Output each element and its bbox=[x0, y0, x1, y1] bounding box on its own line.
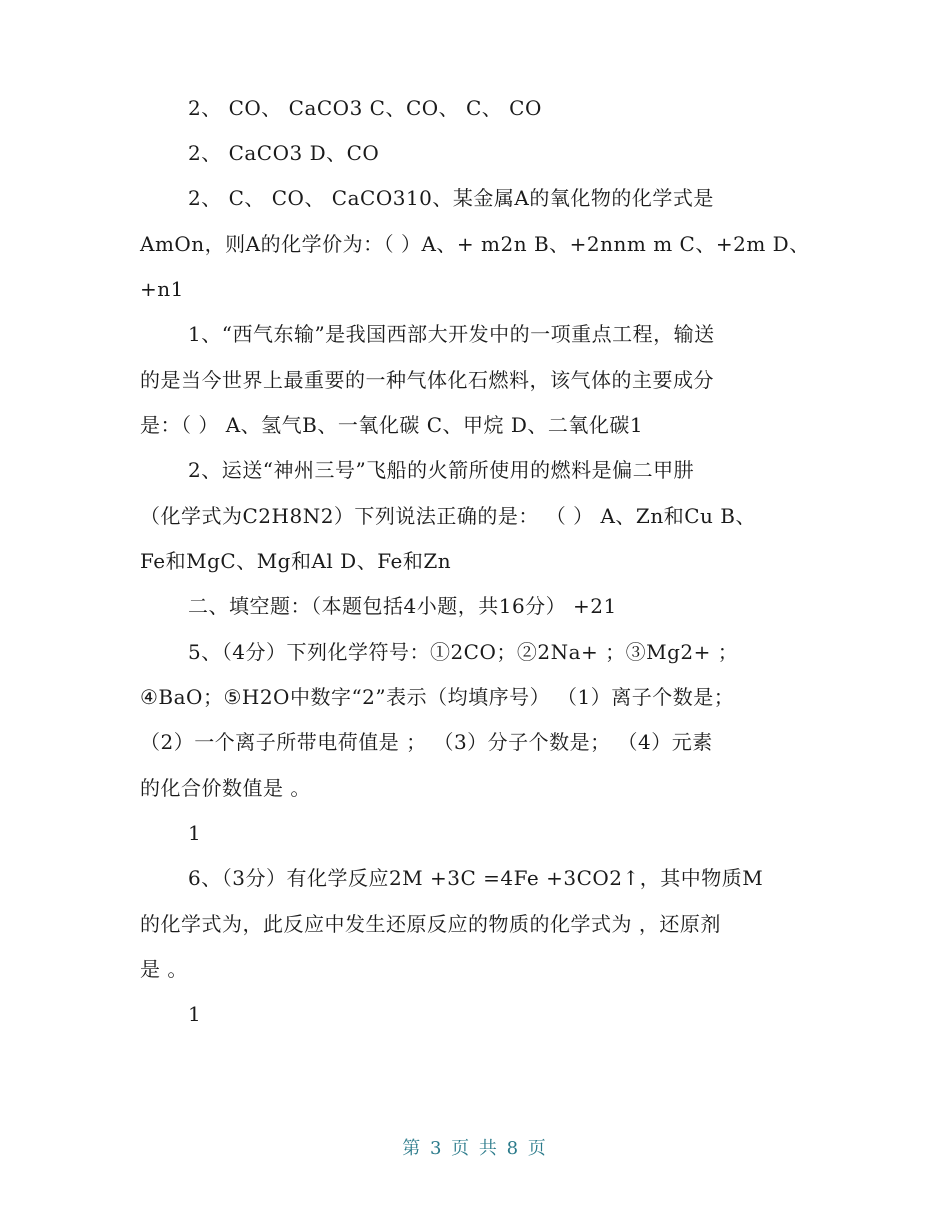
text-line: 5、（4分）下列化学符号：①2CO；②2Na+ ；③Mg2+ ； bbox=[188, 640, 739, 664]
text-line: 1 bbox=[188, 821, 202, 845]
text-line: Fe和MgC、Mg和Al D、Fe和Zn bbox=[140, 549, 452, 573]
text-line: 是 。 bbox=[140, 957, 188, 981]
text-line: 1、“西气东输”是我国西部大开发中的一项重点工程，输送 bbox=[188, 322, 715, 346]
text-line: 2、 CO、 CaCO3 C、CO、 C、 CO bbox=[188, 96, 542, 120]
text-line: 的化合价数值是 。 bbox=[140, 776, 311, 800]
text-line: 2、 C、 CO、 CaCO310、某金属A的氧化物的化学式是 bbox=[188, 186, 714, 210]
text-line: 2、运送“神州三号”飞船的火箭所使用的燃料是偏二甲肼 bbox=[188, 458, 695, 482]
text-line: AmOn，则A的化学价为：（ ）A、+ m2n B、+2nnm m C、+2m D、 bbox=[140, 232, 810, 256]
text-line: 的化学式为，此反应中发生还原反应的物质的化学式为 ，还原剂 bbox=[140, 912, 721, 936]
text-line: 1 bbox=[188, 1002, 202, 1026]
section-heading: 二、填空题：（本题包括4小题，共16分） +21 bbox=[188, 594, 617, 618]
text-line: +n1 bbox=[140, 277, 184, 301]
text-line: 6、（3分）有化学反应2M +3C =4Fe +3CO2↑，其中物质M bbox=[188, 866, 764, 890]
page-number-footer: 第 3 页 共 8 页 bbox=[402, 1138, 548, 1159]
text-line: 的是当今世界上最重要的一种气体化石燃料，该气体的主要成分 bbox=[140, 368, 714, 392]
text-line: （化学式为C2H8N2）下列说法正确的是： （ ） A、Zn和Cu B、 bbox=[140, 504, 756, 528]
text-line: （2）一个离子所带电荷值是 ； （3）分子个数是； （4）元素 bbox=[140, 730, 713, 754]
text-line: ④BaO；⑤H2O中数字“2”表示（均填序号） （1）离子个数是； bbox=[140, 685, 735, 709]
text-line: 2、 CaCO3 D、CO bbox=[188, 141, 380, 165]
text-line: 是：（ ） A、氢气B、一氧化碳 C、甲烷 D、二氧化碳1 bbox=[140, 413, 644, 437]
